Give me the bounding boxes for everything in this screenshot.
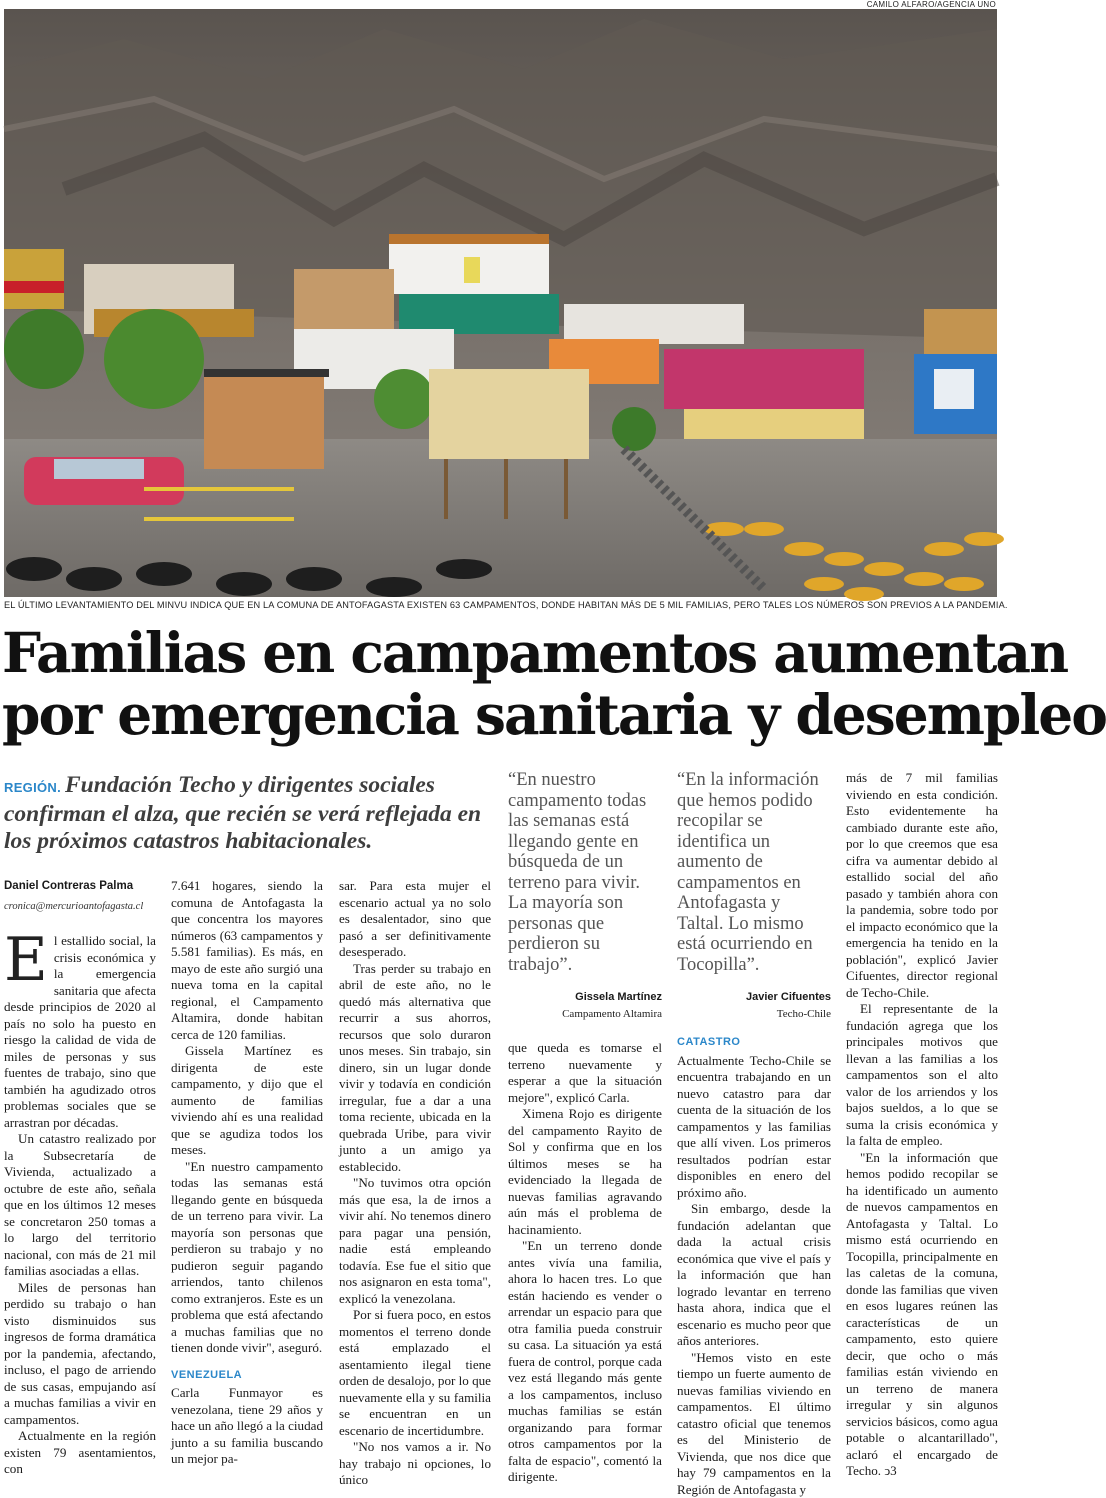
article-paragraph: El estallido social, la crisis económica y la emergencia sanitaria que afecta desde principios de 2020 al país no solo ha puesto en riesgo la calidad de vida de miles de personas y sus fuentes de trabajo, sino que también ha agudizado otros problemas sociales que se arrastran por décadas. [4, 933, 156, 1131]
quote-author-name: Javier Cifuentes [677, 989, 831, 1006]
article-paragraph: "No tuvimos otra opción más que esa, la de irnos a vivir ahí. No tenemos dinero para pagar una pensión, nadie está empleando todavía. Ese fue el sitio que nos asignaron en esta toma", explicó la venezolana. [339, 1175, 491, 1307]
article-paragraph: "En nuestro campamento todas las semanas está llegando gente en búsqueda de un terreno para vivir. La mayoría son personas que perdieron su trabajo y no pudieron seguir pagando arriendos, tanto chilenos como extranjeros. Este es un problema que está afectando a muchas familias que no tienen donde vivir", aseguró. [171, 1159, 323, 1357]
article-paragraph: Actualmente Techo-Chile se encuentra trabajando en un nuevo catastro para dar cuenta de la situación de los campamentos y las familias que allí viven. Los primeros resultados podrían estar disponibles en enero del próximo año. [677, 1053, 831, 1202]
article-paragraph: El representante de la fundación agrega que los principales motivos que llevan a las familias a los campamentos son el alto valor de los arriendos y los bajos sueldos, a lo que se suma la crisis económica y la falta de empleo. [846, 1001, 998, 1150]
pull-quote-cifuentes: “En la información que hemos podido recopilar se identifica un aumento de campamentos en Antofagasta y Taltal. Lo mismo está ocurriendo en Tocopilla”. [677, 770, 831, 975]
article-paragraph: Gissela Martínez es dirigenta de este campamento, y dijo que el aumento de familias viviendo ahí es una realidad que se agudiza todos los meses. [171, 1043, 323, 1159]
headline-line-1: Familias en campamentos aumentan [2, 622, 998, 684]
lead-paragraph [4, 772, 499, 855]
column-5 [677, 770, 831, 1498]
campamento-photo [4, 9, 997, 597]
article-paragraph: Miles de personas han perdido su trabajo o han visto disminuidos sus ingresos de forma dramática por la pandemia, afectando, incluso, el pago de arriendo de sus casas, empujando así a muchas familias a vivir en campamentos. [4, 1280, 156, 1429]
section-heading-catastro: CATASTRO [677, 1034, 831, 1051]
quote-author-name: Gissela Martínez [508, 989, 662, 1006]
article-paragraph: que queda es tomarse el terreno nuevamente y esperar a que la situación mejore", explicó Carla. [508, 1040, 662, 1106]
article-paragraph: Un catastro realizado por la Subsecretaría de Vivienda, actualizado a octubre de este año, señala que en los últimos 12 meses se concretaron 250 tomas a lo largo del territorio nacional, con más de 21 mil familias asociadas a ellas. [4, 1131, 156, 1280]
lead-text: Fundación Techo y dirigentes sociales confirman el alza, que recién se verá reflejada en los próximos catastros habitacionales. [4, 772, 481, 854]
article-paragraph: más de 7 mil familias viviendo en esta condición. Esto evidentemente ha cambiado durante este año, por lo que creemos que esa cifra va aumentar debido al estallido social del año pasado y también ahora con la pandemia, sobre todo por el impacto económico que la emergencia ha tenido en la población", explicó Javier Cifuentes, director regional de Techo-Chile. [846, 770, 998, 1001]
quote-author-role: Campamento Altamira [508, 1006, 662, 1023]
photo-credit: CAMILO ALFARO/AGENCIA UNO [867, 0, 996, 9]
column-4 [508, 770, 662, 1486]
section-heading-venezuela: VENEZUELA [171, 1367, 323, 1384]
column-2 [171, 878, 323, 1468]
headline [2, 622, 998, 746]
article-paragraph: 7.641 hogares, siendo la comuna de Antofagasta la que concentra los mayores números (63 campamentos y 5.581 familias). Es más, en mayo de este año surgió una nueva toma en la capital regional, el Campamento Altamira, donde habitan cerca de 120 familias. [171, 878, 323, 1043]
pull-quote-martinez: “En nuestro campamento todas las semanas está llegando gente en búsqueda de un terreno para vivir. La mayoría son personas que perdieron su trabajo”. [508, 770, 662, 975]
byline-email: cronica@mercurioantofagasta.cl [4, 899, 156, 916]
headline-line-2: por emergencia sanitaria y desempleo [2, 684, 998, 746]
byline-name: Daniel Contreras Palma [4, 878, 156, 895]
photo-caption: EL ÚLTIMO LEVANTAMIENTO DEL MINVU INDICA QUE EN LA COMUNA DE ANTOFAGASTA EXISTEN 63 CAMPAMENTOS, DONDE HABITAN MÁS DE 5 MIL FAMILIAS, PERO TALES LOS NÚMEROS SON PREVIOS A LA PANDEMIA. [4, 600, 997, 610]
article-paragraph: sar. Para esta mujer el escenario actual ya no solo es desalentador, sino que pasó a ser definitivamente desesperado. [339, 878, 491, 961]
article-paragraph: Actualmente en la región existen 79 asentamientos, con [4, 1428, 156, 1478]
region-tag: REGIÓN. [4, 780, 61, 795]
quote-author-role: Techo-Chile [677, 1006, 831, 1023]
dropcap: E [4, 935, 48, 985]
article-paragraph: "En la información que hemos podido recopilar se ha identificado un aumento de nuevos campamentos en Antofagasta y Taltal. Lo mismo está ocurriendo en Tocopilla, principalmente en las caletas de la comuna, donde las familias que viven en esos lugares reúnen las características de un campamento, esto quiere decir, que ocho o más familias están viviendo en un terreno de manera irregular y sin algunos servicios básicos, como agua potable o alcantarillado", aclaró el encargado de Techo. ↄ3 [846, 1150, 998, 1480]
article-paragraph: "No nos vamos a ir. No hay trabajo ni opciones, lo único [339, 1439, 491, 1489]
article-paragraph: Sin embargo, desde la fundación adelantan que dada la actual crisis económica que vive el país y la información que han logrado levantar en terreno hasta ahora, indica que el escenario es mucho peor que años anteriores. [677, 1201, 831, 1350]
article-paragraph: Carla Funmayor es venezolana, tiene 29 años y hace un año llegó a la ciudad junto a su familia buscando un mejor pa- [171, 1385, 323, 1468]
hillside-settlement-illustration [4, 9, 997, 597]
article-paragraph: Ximena Rojo es dirigente del campamento Rayito de Sol y confirma que en los últimos meses se ha evidenciado la llegada de nuevas familias agravando aún más el problema de hacinamiento. [508, 1106, 662, 1238]
column-1 [4, 878, 156, 1478]
article-paragraph: "En un terreno donde antes vivía una familia, ahora lo hacen tres. Lo que están haciendo es vender o arrendar un espacio para que otra familia pueda construir su casa. La situación ya está fuera de control, porque cada vez está llegando más gente a los campamentos, incluso muchas familias se están organizando para formar otros campamentos por la falta de espacio", comentó la dirigente. [508, 1238, 662, 1486]
article-paragraph: "Hemos visto en este tiempo un fuerte aumento de nuevas familias viviendo en campamentos. El último catastro oficial que tenemos es del Ministerio de Vivienda, que nos dice que hay 79 campamentos en la Región de Antofagasta y [677, 1350, 831, 1498]
article-paragraph: Por si fuera poco, en estos momentos el terreno donde está emplazado el asentamiento ilegal tiene orden de desalojo, por lo que nuevamente ella y su familia se encuentran en un escenario de incertidumbre. [339, 1307, 491, 1439]
column-6 [846, 770, 998, 1480]
column-3 [339, 878, 491, 1489]
article-paragraph: Tras perder su trabajo en abril de este año, no le quedó más alternativa que recurrir a sus ahorros, recursos que solo duraron unos meses. Sin trabajo, sin dinero, sin un lugar donde vivir y todavía en condición irregular, fue a dar a una toma reciente, ubicada en la quebrada Uribe, para vivir junto a un amigo ya establecido. [339, 961, 491, 1176]
